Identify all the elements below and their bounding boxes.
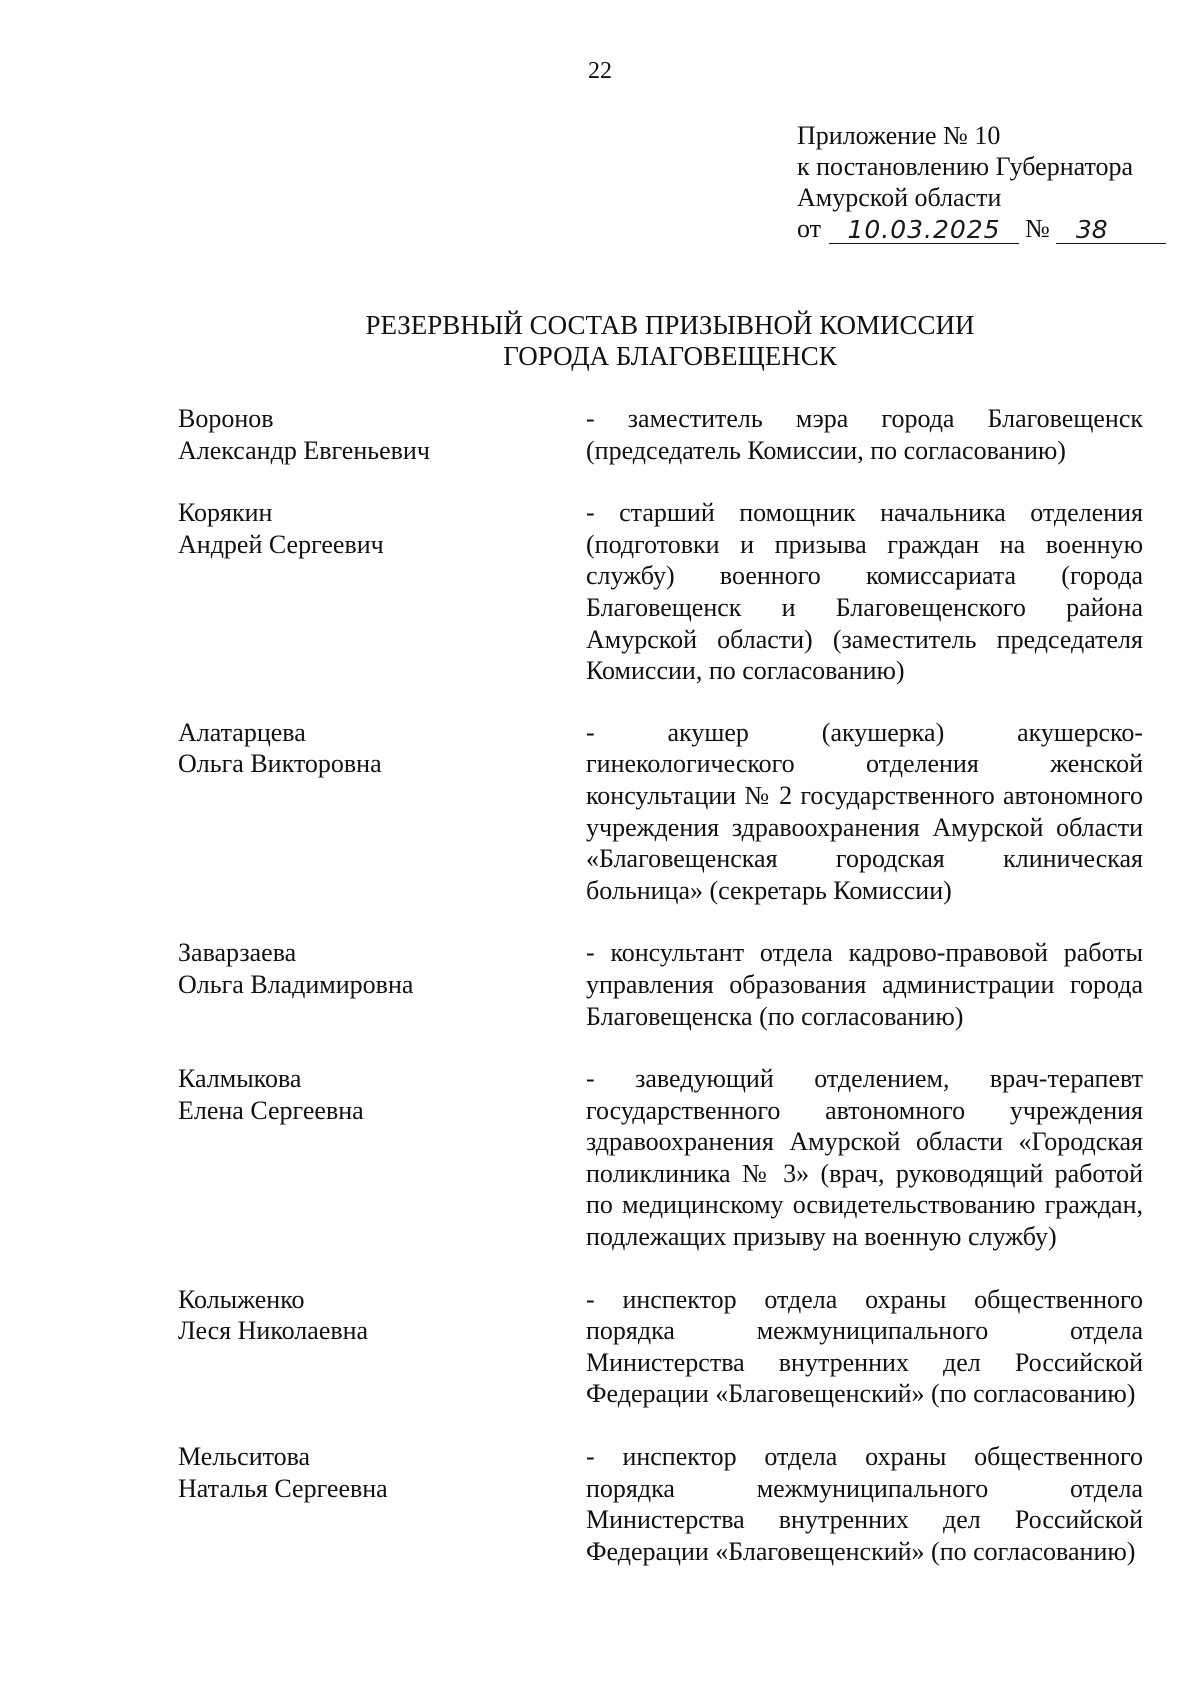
- member-name: [178, 403, 586, 466]
- member-surname: Алатарцева: [178, 717, 306, 747]
- appendix-region: Амурской области: [797, 183, 1002, 212]
- member-role: - заместитель мэра города Благовещенск (председатель Комиссии, по согласованию): [586, 404, 1143, 465]
- member-given-names: Ольга Викторовна: [178, 749, 382, 779]
- member-name: [178, 497, 586, 687]
- handwritten-number: 38: [1056, 217, 1166, 244]
- member-surname: Воронов: [178, 404, 274, 433]
- member-entry: [178, 937, 1143, 1032]
- member-name: [178, 717, 586, 907]
- member-role: - акушер (акушерка) акушерско-гинекологического отделения женской консультации № 2 государственного автономного учреждения здравоохранения Амурской области «Благовещенская городская клиническая больница» (секретарь Комиссии): [586, 717, 1143, 905]
- member-list: [178, 403, 1143, 1567]
- appendix-block: [797, 120, 1166, 244]
- member-entry: [178, 403, 1143, 466]
- handwritten-date: 10.03.2025: [829, 217, 1019, 244]
- member-given-names: Наталья Сергеевна: [178, 1473, 388, 1503]
- member-surname: Корякин: [178, 498, 273, 528]
- date-prefix: от: [797, 214, 822, 243]
- appendix-title: Приложение № 10: [797, 121, 1001, 150]
- member-given-names: Андрей Сергеевич: [178, 529, 384, 559]
- appendix-reference: к постановлению Губернатора: [797, 152, 1134, 181]
- title-line-2: ГОРОДА БЛАГОВЕЩЕНСК: [503, 341, 837, 371]
- member-given-names: Елена Сергеевна: [178, 1095, 364, 1125]
- member-role: - инспектор отдела охраны общественного порядка межмуниципального отдела Министерства внутренних дел Российской Федерации «Благовещенский» (по согласованию): [586, 1284, 1143, 1409]
- document-title: [0, 310, 1200, 372]
- member-role: - заведующий отделением, врач-терапевт государственного автономного учреждения здравоохранения Амурской области «Городская поликлиника № 3» (врач, руководящий работой по медицинскому освидетельствованию граждан, подлежащих призыву на военную службу): [586, 1064, 1143, 1252]
- member-role: - инспектор отдела охраны общественного порядка межмуниципального отдела Министерства внутренних дел Российской Федерации «Благовещенский» (по согласованию): [586, 1442, 1143, 1566]
- page-number: 22: [588, 58, 612, 84]
- member-name: [178, 1284, 586, 1410]
- member-surname: Колыженко: [178, 1284, 305, 1314]
- member-entry: [178, 717, 1143, 907]
- member-given-names: Леся Николаевна: [178, 1316, 369, 1346]
- member-entry: [178, 1284, 1143, 1410]
- member-name: [178, 937, 586, 1032]
- number-prefix: №: [1025, 214, 1050, 243]
- title-line-1: РЕЗЕРВНЫЙ СОСТАВ ПРИЗЫВНОЙ КОМИССИИ: [365, 310, 975, 340]
- appendix-date-line: [797, 213, 1166, 244]
- member-entry: [178, 1441, 1143, 1567]
- member-name: [178, 1441, 586, 1567]
- member-entry: [178, 1063, 1143, 1253]
- member-given-names: Ольга Владимировна: [178, 969, 414, 999]
- member-given-names: Александр Евгеньевич: [178, 435, 430, 465]
- member-name: [178, 1063, 586, 1253]
- member-surname: Мельситова: [178, 1442, 311, 1472]
- member-surname: Заварзаева: [178, 938, 297, 968]
- member-role: - старший помощник начальника отделения (подготовки и призыва граждан на военную службу) военного комиссариата (города Благовещенск и Благовещенского района Амурской области) (заместитель председателя Комиссии, по согласованию): [586, 498, 1143, 686]
- member-role: - консультант отдела кадрово-правовой работы управления образования администрации города Благовещенска (по согласованию): [586, 938, 1143, 1031]
- member-surname: Калмыкова: [178, 1064, 302, 1094]
- member-entry: [178, 497, 1143, 687]
